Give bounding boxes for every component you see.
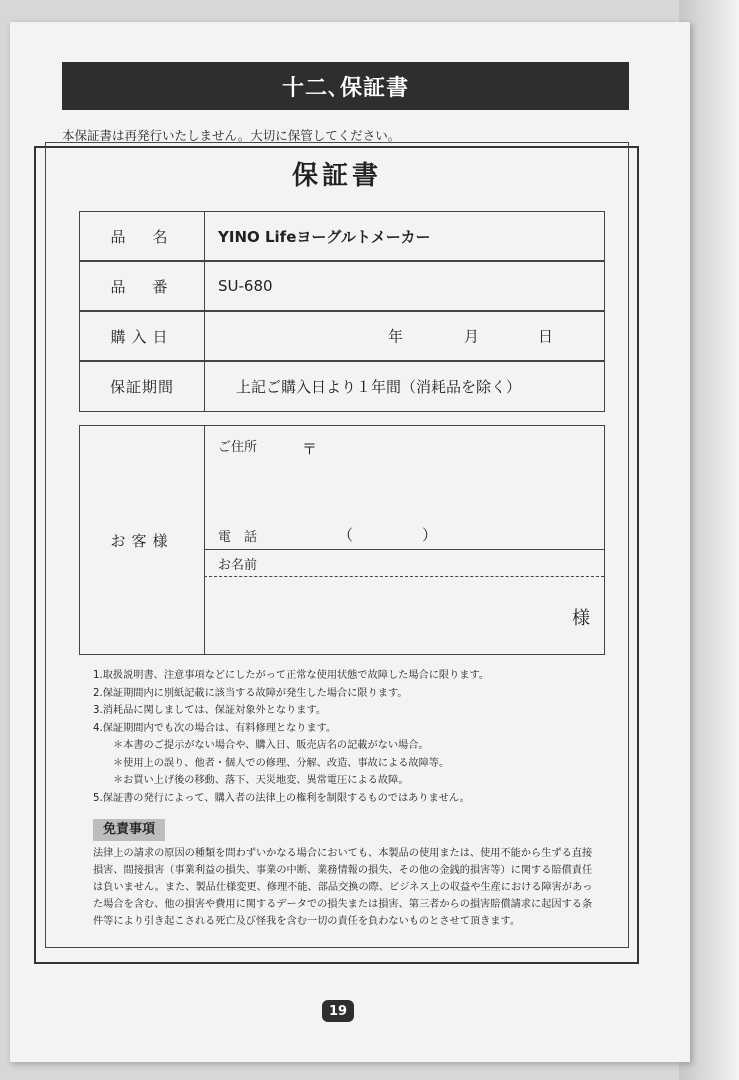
- date-year-label: 年: [388, 327, 404, 346]
- term-item: 2.保証期間内に別紙記載に該当する故障が発生した場合に限ります。: [93, 687, 408, 699]
- name-dashed-divider: [204, 576, 604, 577]
- term-item: 5.保証書の発行によって、購入者の法律上の権利を制限するものではありません。: [93, 792, 470, 804]
- term-subitem: ＊使用上の誤り、他者・個人での修理、分解、改造、事故による故障等。: [113, 757, 450, 769]
- value-warranty-period: 上記ご購入日より１年間（消耗品を除く）: [236, 377, 522, 396]
- phone-label: 電 話: [218, 530, 258, 545]
- certificate-title: 保証書: [291, 161, 382, 191]
- value-product-name: YINO Lifeヨーグルトメーカー: [218, 228, 431, 246]
- reissue-notice: 本保証書は再発行いたしません。大切に保管してください。: [62, 128, 401, 143]
- label-customer: お客様: [80, 426, 205, 654]
- label-purchase-date: 購入日: [80, 311, 205, 361]
- date-month-label: 月: [464, 327, 480, 346]
- disclaimer-title: 免責事項: [93, 819, 165, 841]
- term-item: 3.消耗品に関しましては、保証対象外となります。: [93, 705, 327, 716]
- term-item: 4.保証期間内でも次の場合は、有料修理となります。: [93, 722, 337, 734]
- date-day-label: 日: [538, 327, 554, 346]
- section-header: [62, 62, 629, 110]
- label-product-name: 品 名: [80, 212, 205, 261]
- phone-parens: （ ）: [338, 526, 444, 544]
- value-model-number: SU-680: [218, 277, 273, 295]
- section-title: 十二､保証書: [281, 75, 409, 101]
- term-item: 1.取扱説明書、注意事項などにしたがって正常な使用状態で故障した場合に限ります。: [93, 670, 490, 681]
- manual-page: [10, 22, 690, 1062]
- row-model-number: [79, 260, 605, 312]
- row-product-name: [79, 211, 605, 262]
- label-warranty-period: 保証期間: [80, 361, 205, 411]
- disclaimer-text: 法律上の請求の原因の種類を問わずいかなる場合においても、本製品の使用または、使用不能から生ずる直接損害、間接損害（事業利益の損失、事業の中断、業務情報の損失、その他の金銭的損害等）に関する賠償責任は負いません。また、製品仕様変更、修理不能、部品交換の際、ビジネス上の収益や生産における障害があった場合を含む、他の損害や費用に関するデータでの損失または損害、第三者からの損害賠償請求に起因する条件等により引き起こされる死亡及び怪我を含む一切の責任を負わないものとさせて頂きます。: [93, 847, 593, 927]
- label-model-number: 品 番: [80, 261, 205, 311]
- honorific-sama: 様: [572, 608, 590, 629]
- row-purchase-date: [79, 310, 605, 362]
- address-label: ご住所: [218, 440, 258, 455]
- row-warranty-period: [79, 360, 605, 412]
- postal-mark: 〒: [302, 440, 318, 458]
- warranty-certificate: [45, 142, 629, 948]
- name-label: お名前: [218, 558, 258, 573]
- page-number: 19: [322, 1000, 354, 1022]
- term-subitem: ＊本書のご提示がない場合や、購入日、販売店名の記載がない場合。: [113, 740, 429, 751]
- phone-divider: [204, 549, 604, 550]
- warranty-terms: [79, 653, 605, 943]
- term-subitem: ＊お買い上げ後の移動、落下、天災地変、異常電圧による故障。: [113, 775, 409, 786]
- customer-block: [79, 425, 605, 655]
